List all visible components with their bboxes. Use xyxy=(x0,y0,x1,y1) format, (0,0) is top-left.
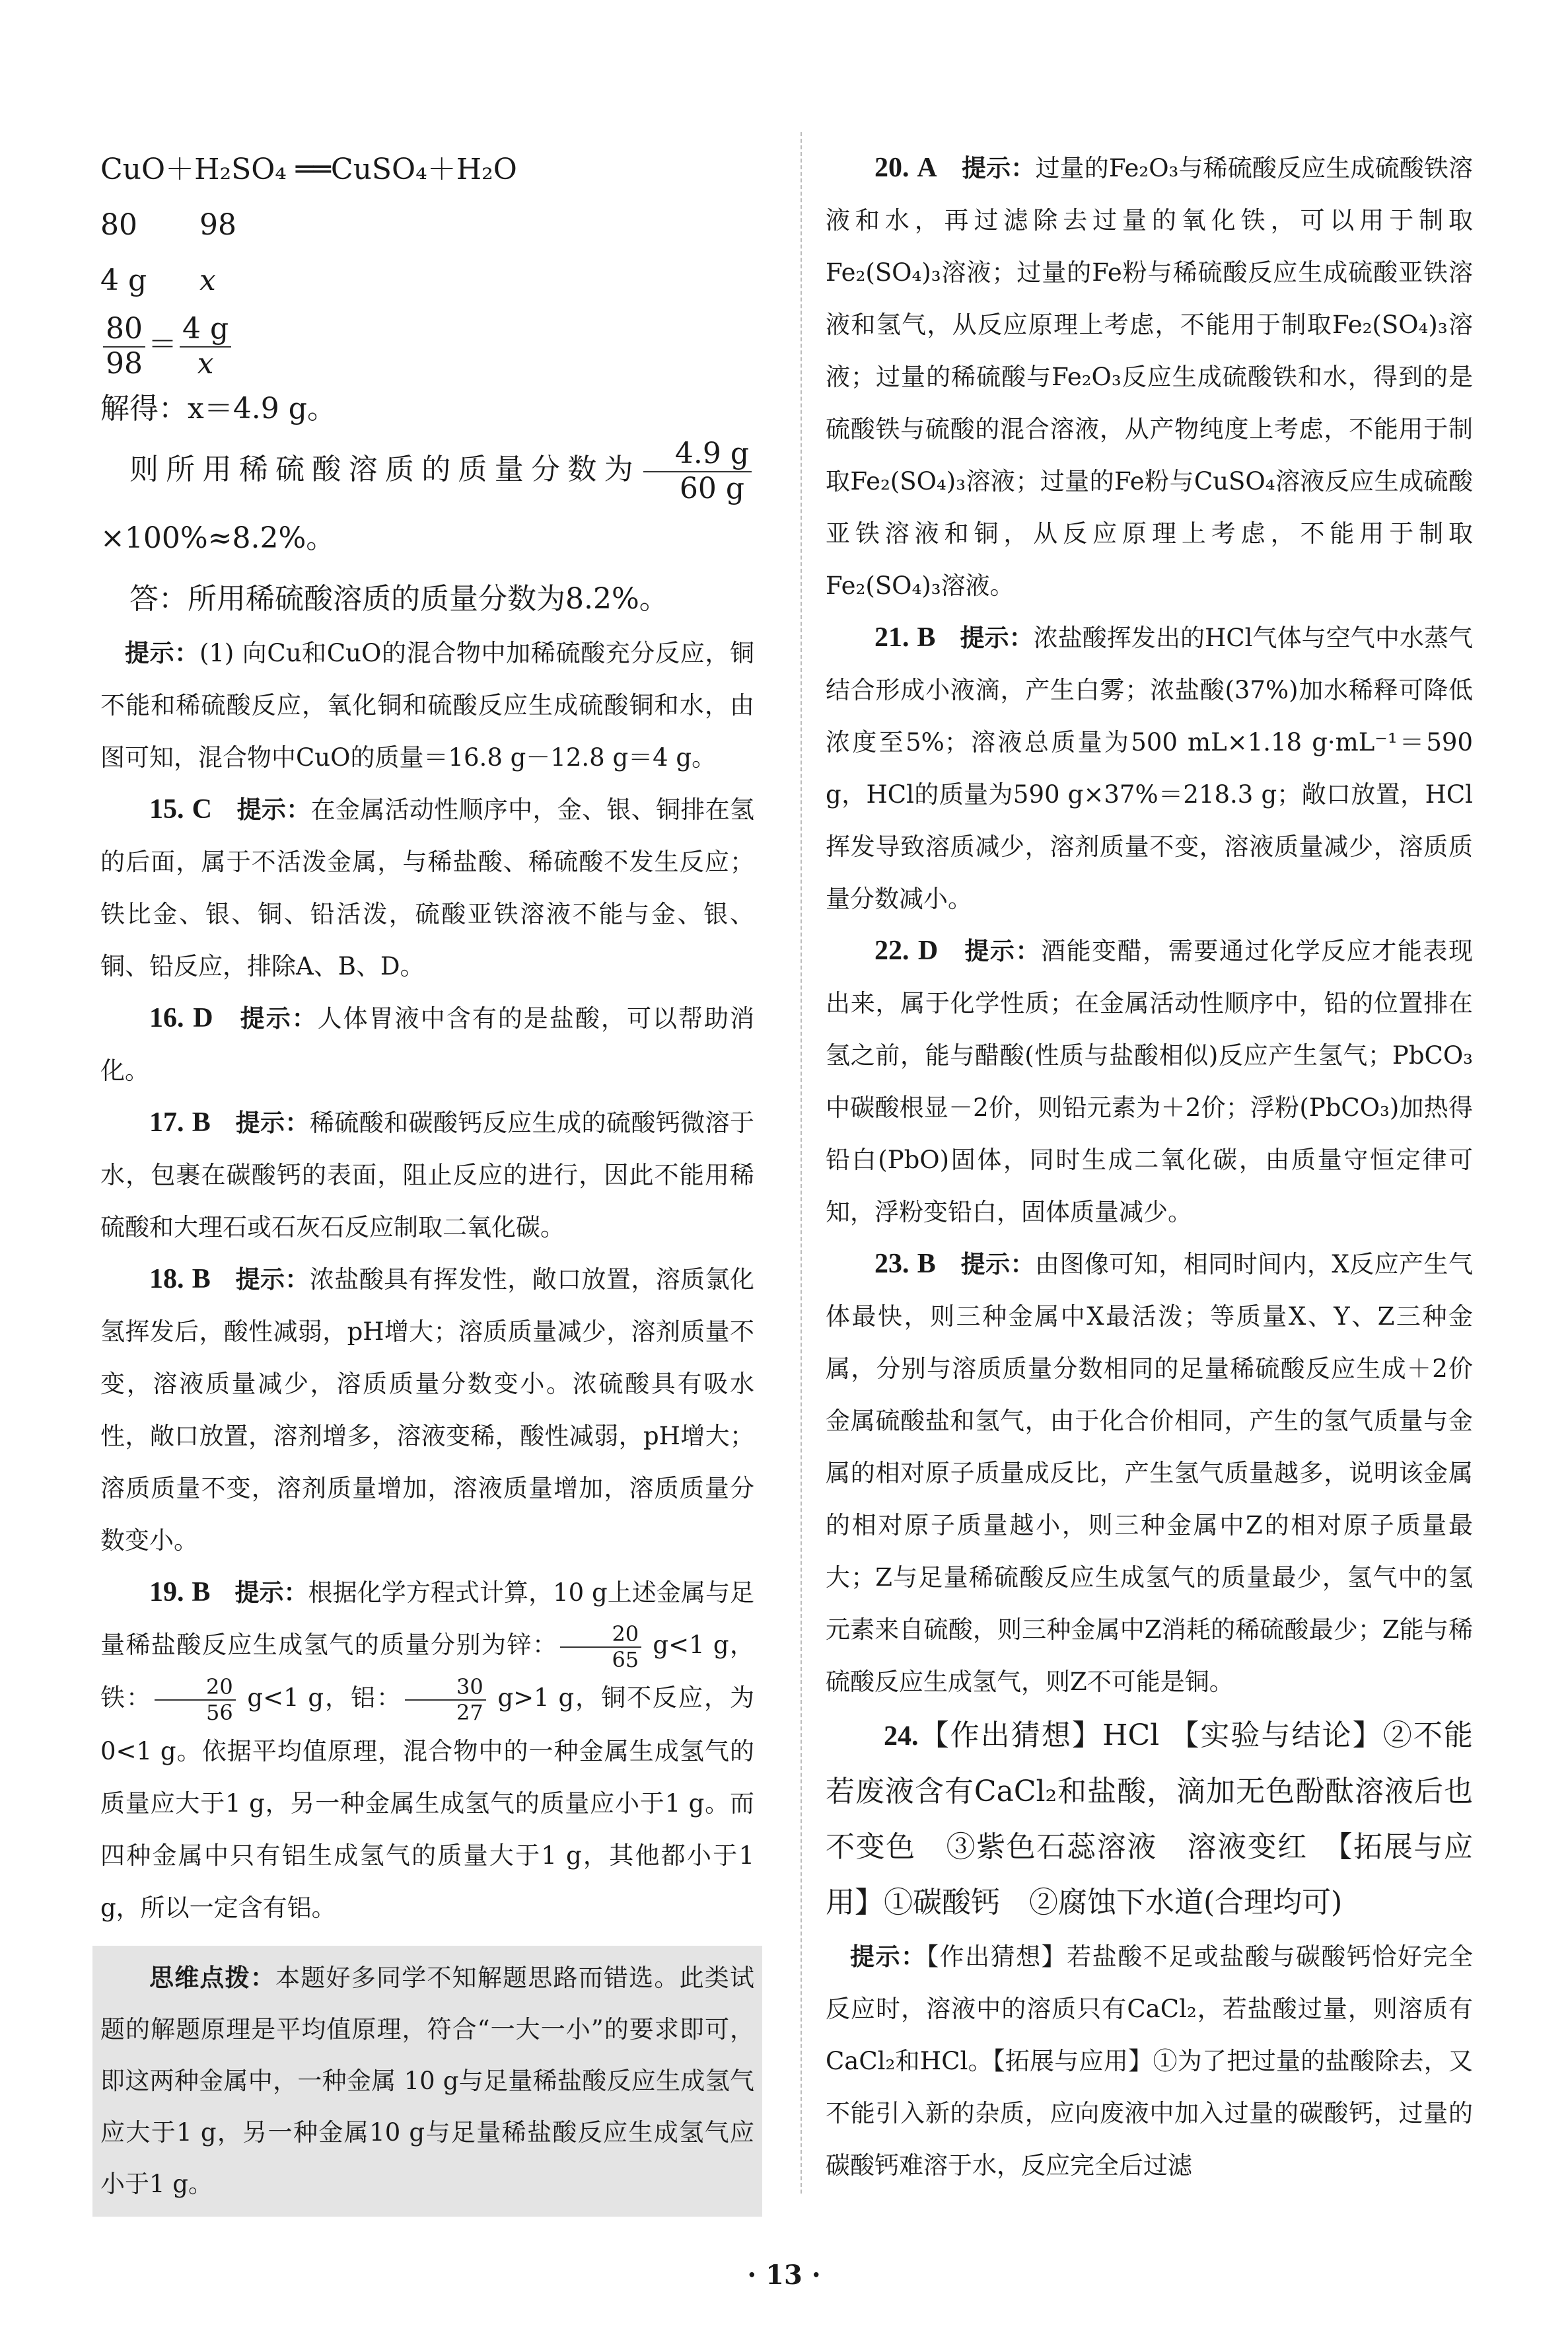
question-22 xyxy=(826,925,1473,1238)
denominator: 60 g xyxy=(679,471,744,505)
answer-line: 答：所用稀硫酸溶质的质量分数为8.2%。 xyxy=(129,582,668,616)
q-answer: D xyxy=(193,1003,213,1034)
hint-text: 过量的Fe₂O₃与稀硫酸反应生成硫酸铁溶液和水，再过滤除去过量的氧化铁，可以用于制取Fe₂(SO₄)₃溶液；过量的Fe粉与稀硫酸反应生成硫酸亚铁溶液和氢气，从反应原理上考虑，不能用于制取Fe₂(SO₄)₃溶液；过量的稀硫酸与Fe₂O₃反应生成硫酸铁和水，得到的是硫酸铁与硫酸的混合溶液，从产物纯度上考虑，不能用于制取Fe₂(SO₄)₃溶液；过量的Fe粉与CuSO₄溶液反应生成硫酸亚铁溶液和铜，从反应原理上考虑，不能用于制取Fe₂(SO₄)₃溶液。 xyxy=(826,154,1474,600)
equals: ＝ xyxy=(148,328,177,361)
q-number: 24. xyxy=(884,1721,919,1752)
q-answer: B xyxy=(917,1249,936,1279)
molar-mass-row xyxy=(100,198,754,253)
denominator: 98 xyxy=(106,346,143,381)
question-21 xyxy=(826,612,1473,925)
thinking-tip-box xyxy=(92,1946,762,2217)
q-answer: A xyxy=(917,153,937,183)
question-24 xyxy=(826,1708,1502,1931)
numerator: 30 xyxy=(405,1675,486,1701)
hint-text: 酒能变醋，需要通过化学反应才能表现出来，属于化学性质；在金属活动性顺序中，铅的位置排在氢之前，能与醋酸(性质与盐酸相似)反应产生氢气；PbCO₃中碳酸根显－2价，则铅元素为＋2价；浮粉(PbCO₃)加热得铅白(PbO)固体，同时生成二氧化碳，由质量守恒定律可知，浮粉变铅白，固体质量减少。 xyxy=(826,937,1474,1226)
hint-text: 浓盐酸具有挥发性，敞口放置，溶质氯化氢挥发后，酸性减弱，pH增大；溶质质量减少，溶剂质量不变，溶液质量减少，溶质质量分数变小。浓硫酸具有吸水性，敞口放置，溶剂增多，溶液变稀，酸性减弱，pH增大；溶质质量不变，溶剂质量增加，溶液质量增加，溶质质量分数变小。 xyxy=(100,1265,755,1555)
mass-h2so4: 98 xyxy=(199,208,236,242)
fraction xyxy=(180,313,231,381)
question-23 xyxy=(826,1238,1473,1708)
numerator: 20 xyxy=(560,1622,641,1648)
q-number: 18. xyxy=(149,1264,184,1295)
hint-label: 提示： xyxy=(234,1578,308,1607)
hint-24 xyxy=(826,1931,1473,2192)
question-19 xyxy=(100,1567,754,1934)
q-number: 21. xyxy=(874,622,909,653)
tip-text: 本题好多同学不知解题思路而错选。此类试题的解题原理是平均值原理，符合“一大一小”的要求即可，即这两种金属中，一种金属 10 g与足量稀盐酸反应生成氢气应大于1 g，另一种金属10 g与足量稀盐酸反应生成氢气应小于1 g。 xyxy=(100,1963,755,2198)
given-row xyxy=(100,253,754,309)
q-answer: B xyxy=(192,1107,211,1138)
hint-label: 提示： xyxy=(960,1250,1035,1278)
given-cuo: 4 g xyxy=(100,264,147,297)
q-number: 23. xyxy=(874,1249,909,1279)
numerator: 80 xyxy=(103,313,145,348)
hint-text: g<1 g，铁： xyxy=(100,1631,754,1713)
tip-label: 思维点拨： xyxy=(149,1963,276,1992)
question-15 xyxy=(100,784,754,992)
hint-label: 提示： xyxy=(125,639,199,668)
hint-label: 提示： xyxy=(235,1265,310,1294)
ratio-equation xyxy=(100,309,754,381)
question-16 xyxy=(100,992,754,1097)
hint-text: 浓盐酸挥发出的HCl气体与空气中水蒸气结合形成小液滴，产生白雾；浓盐酸(37%)加水稀释可降低浓度至5%；溶液总质量为500 mL×1.18 g·mL⁻¹＝590 g，HCl的质量为590 g×37%＝218.3 g；敞口放置，HCl挥发导致溶质减少，溶剂质量不变，溶液质量减少，溶质质量分数减小。 xyxy=(826,624,1474,913)
hint-label: 提示： xyxy=(236,795,311,825)
q-answer: B xyxy=(917,622,936,653)
fraction xyxy=(643,437,752,505)
numerator: 20 xyxy=(155,1675,236,1701)
q-number: 22. xyxy=(874,936,909,966)
q-answer: B xyxy=(192,1264,211,1295)
hint-label: 提示： xyxy=(850,1942,927,1971)
q-answer: C xyxy=(192,794,212,825)
q-number: 16. xyxy=(149,1003,184,1034)
hint-text: 【作出猜想】若盐酸不足或盐酸与碳酸钙恰好完全反应时，溶液中的溶质只有CaCl₂，若盐酸过量，则溶质有CaCl₂和HCl。【拓展与应用】①为了把过量的盐酸除去，又不能引入新的杂质，应向废液中加入过量的碳酸钙，过量的碳酸钙难溶于水，反应完全后过滤 xyxy=(826,1942,1473,2180)
hint-text: 稀硫酸和碳酸钙反应生成的硫酸钙微溶于水，包裹在碳酸钙的表面，阻止反应的进行，因此不能用稀硫酸和大理石或石灰石反应制取二氧化碳。 xyxy=(100,1109,755,1242)
q-answer: D xyxy=(917,936,939,966)
left-column xyxy=(100,142,754,2217)
hint-label: 提示： xyxy=(964,937,1042,965)
text: ×100%≈8.2%。 xyxy=(100,521,336,556)
denominator: x xyxy=(197,346,214,381)
hint-14 xyxy=(100,627,754,784)
column-divider xyxy=(801,132,802,2194)
hint-label: 提示： xyxy=(962,154,1036,182)
page-number: · 13 · xyxy=(747,2260,821,2291)
hint-text: 根据化学方程式计算，10 g上述金属与足量稀盐酸反应生成氢气的质量分别为锌： xyxy=(100,1578,755,1660)
q-number: 20. xyxy=(874,153,909,183)
hint-text: 由图像可知，相同时间内，X反应产生气体最快，则三种金属中X最活泼；等质量X、Y、Z三种金属，分别与溶质质量分数相同的足量稀硫酸反应生成＋2价金属硫酸盐和氢气，由于化合价相同，产生的氢气质量与金属的相对原子质量成反比，产生氢气质量越多，说明该金属的相对原子质量越小，则三种金属中Z的相对原子质量最大；Z与足量稀硫酸反应生成氢气的质量最少，氢气中的氢元素来自硫酸，则三种金属中Z消耗的稀硫酸最少；Z能与稀硫酸反应生成氢气，则Z不可能是铜。 xyxy=(826,1250,1474,1696)
numerator: 4.9 g xyxy=(643,437,752,472)
question-20 xyxy=(826,142,1473,612)
hint-label: 提示： xyxy=(960,624,1034,652)
right-column xyxy=(826,142,1502,2192)
q-number: 19. xyxy=(149,1577,184,1608)
solve-line: 解得：x＝4.9 g。 xyxy=(100,392,336,425)
numerator: 4 g xyxy=(180,313,231,348)
question-17 xyxy=(100,1097,754,1253)
hint-label: 提示： xyxy=(240,1004,318,1033)
mass-fraction-line xyxy=(100,437,754,572)
mass-cuo: 80 xyxy=(100,208,137,242)
hint-text: g>1 g，铜不反应，为0<1 g。依据平均值原理，混合物中的一种金属生成氢气的质量应大于1 g，另一种金属生成氢气的质量应小于1 g。而四种金属中只有铝生成氢气的质量大于1 g，其他都小于1 g，所以一定含有铝。 xyxy=(100,1683,755,1922)
fraction xyxy=(560,1622,641,1672)
denominator: 65 xyxy=(612,1646,639,1672)
q-number: 15. xyxy=(149,794,184,825)
hint-text: 在金属活动性顺序中，金、银、铜排在氢的后面，属于不活泼金属，与稀盐酸、稀硫酸不发生反应；铁比金、银、铜、铅活泼，硫酸亚铁溶液不能与金、银、铜、铅反应，排除A、B、D。 xyxy=(100,795,755,981)
fraction xyxy=(155,1675,236,1725)
hint-text: (1) 向Cu和CuO的混合物中加稀硫酸充分反应，铜不能和稀硫酸反应，氧化铜和硫酸反应生成硫酸铜和水，由图可知，混合物中CuO的质量＝16.8 g－12.8 g＝4 g。 xyxy=(100,639,754,772)
fraction xyxy=(103,313,145,381)
q-number: 17. xyxy=(149,1107,184,1138)
question-18 xyxy=(100,1253,754,1567)
hint-text: g<1 g，铝： xyxy=(238,1683,403,1713)
fraction xyxy=(405,1675,486,1725)
text: 则所用稀硫酸溶质的质量分数为 xyxy=(129,453,641,486)
hint-label: 提示： xyxy=(235,1109,310,1138)
chemical-equation: CuO＋H₂SO₄ ══CuSO₄＋H₂O xyxy=(100,153,517,186)
given-x: x xyxy=(199,264,216,297)
q-answer: B xyxy=(192,1577,211,1608)
answer-text: 【作出猜想】HCl 【实验与结论】②不能 若废液含有CaCl₂和盐酸，滴加无色酚酞溶液后也不变色 ③紫色石蕊溶液 溶液变红 【拓展与应用】①碳酸钙 ②腐蚀下水道(合理均可) xyxy=(826,1718,1502,1919)
hint-text: 人体胃液中含有的是盐酸，可以帮助消化。 xyxy=(100,1004,755,1086)
denominator: 27 xyxy=(456,1699,483,1725)
denominator: 56 xyxy=(205,1699,233,1725)
